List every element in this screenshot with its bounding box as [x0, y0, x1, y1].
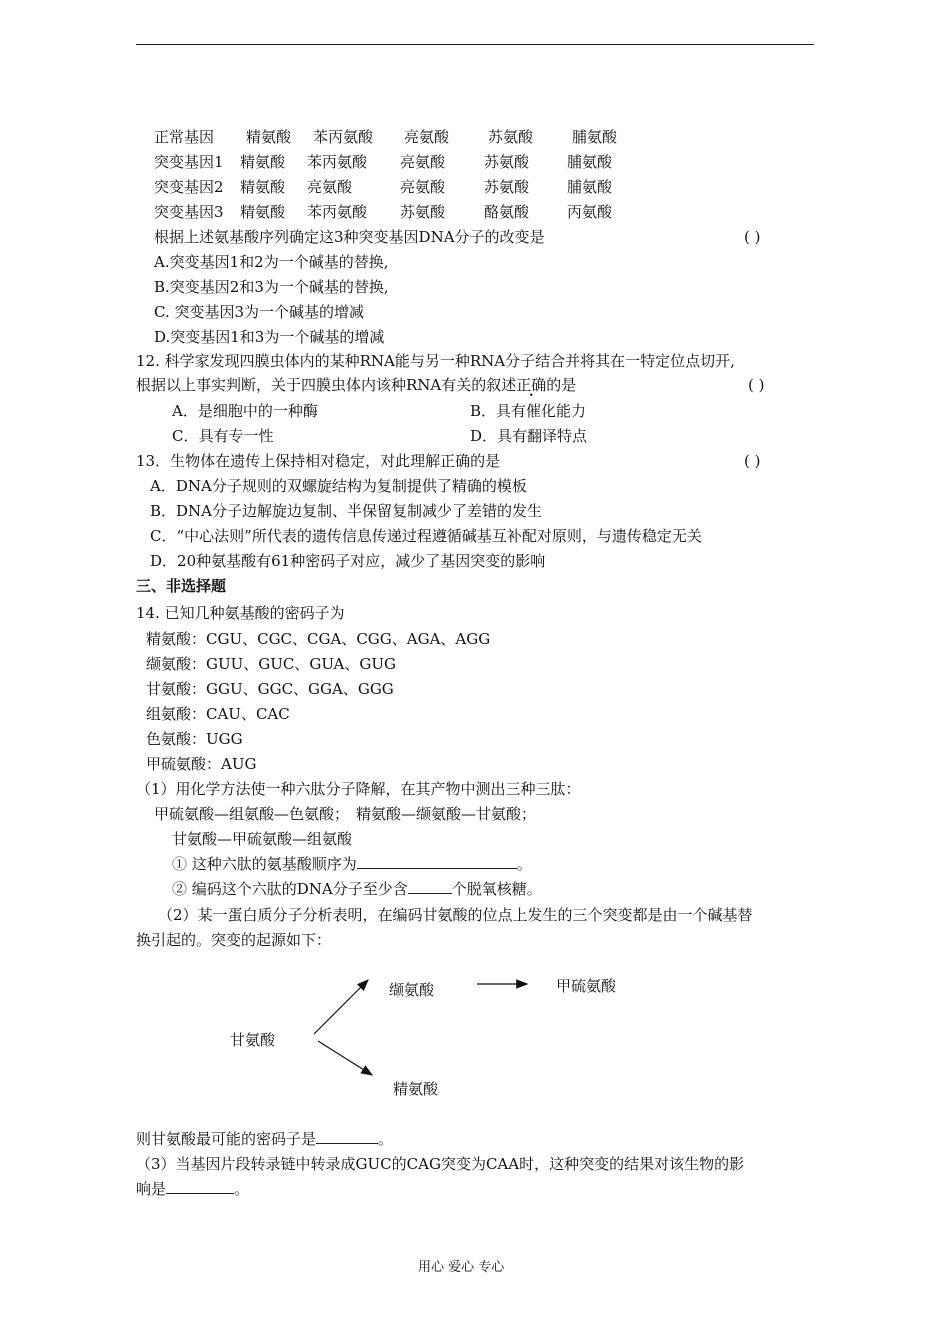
q14-part1-stem: （1）用化学方法使一种六肽分子降解，在其产物中测出三种三肽： [136, 780, 581, 798]
codon-line: 缬氨酸：GUU、GUC、GUA、GUG [146, 655, 396, 673]
peptide-b: 精氨酸—缬氨酸—甘氨酸； [356, 805, 537, 823]
peptide-a: 甲硫氨酸—组氨酸—色氨酸； [154, 805, 350, 823]
q14-part3-line2 [136, 1179, 249, 1199]
row-label: 突变基因1 [154, 153, 224, 171]
q13-option-a: A．DNA分子规则的双螺旋结构为复制提供了精确的模板 [150, 477, 527, 495]
cell: 精氨酸 [240, 203, 286, 221]
cell: 亮氨酸 [400, 153, 446, 171]
cell: 精氨酸 [240, 178, 286, 196]
node-valine: 缬氨酸 [389, 981, 435, 999]
cell: 苯丙氨酸 [307, 203, 368, 221]
cell: 精氨酸 [240, 153, 286, 171]
q14-part2-line2: 换引起的。突变的起源如下： [136, 931, 332, 949]
q12-stem-text: 根据以上事实判断，关于四膜虫体内该种RNA有关的叙述 [136, 376, 517, 394]
cell: 脯氨酸 [567, 153, 613, 171]
answer-blank[interactable] [166, 1179, 234, 1194]
q12-option-b: B．具有催化能力 [470, 402, 587, 420]
question-end: 。 [378, 1130, 394, 1148]
q11-option-b: B.突变基因2和3为一个碱基的替换, [154, 278, 389, 296]
q12-answer-paren: ( ) [748, 376, 765, 394]
q13-answer-paren: ( ) [744, 452, 761, 470]
q11-stem: 根据上述氨基酸序列确定这3种突变基因DNA分子的改变是 [154, 228, 545, 246]
codon-line: 组氨酸：CAU、CAC [146, 705, 290, 723]
row-label: 突变基因2 [154, 178, 224, 196]
cell: 酪氨酸 [484, 203, 530, 221]
q12-stem-line1: 12. 科学家发现四膜虫体内的某种RNA能与另一种RNA分子结合并将其在一特定位点切开, [136, 352, 735, 370]
q14-intro: 14. 已知几种氨基酸的密码子为 [136, 604, 345, 622]
cell: 亮氨酸 [404, 128, 450, 146]
q11-answer-paren: ( ) [744, 228, 761, 246]
node-glycine: 甘氨酸 [230, 1031, 276, 1049]
q11-option-d: D.突变基因1和3为一个碱基的增减 [154, 328, 385, 346]
question-end: 个脱氧核糖。 [451, 880, 542, 898]
q13-option-c: C．“中心法则”所代表的遗传信息传递过程遵循碱基互补配对原则，与遗传稳定无关 [150, 527, 702, 545]
cell: 苯丙氨酸 [313, 128, 374, 146]
codon-line: 精氨酸：CGU、CGC、CGA、CGG、AGA、AGG [146, 630, 491, 648]
question-end: 。 [516, 855, 532, 873]
emphasis-dots: 正确 [516, 376, 547, 394]
q14-part2-line1: （2）某一蛋白质分子分析表明，在编码甘氨酸的位点上发生的三个突变都是由一个碱基替 [158, 906, 753, 924]
q12-stem-end: 的是 [546, 376, 577, 394]
question-text: 响是 [136, 1180, 167, 1198]
row-label: 突变基因3 [154, 203, 224, 221]
q12-option-a: A．是细胞中的一种酶 [172, 402, 318, 420]
codon-line: 甲硫氨酸：AUG [146, 755, 257, 773]
cell: 苏氨酸 [488, 128, 534, 146]
node-methionine: 甲硫氨酸 [556, 977, 617, 995]
question-text: ① 这种六肽的氨基酸顺序为 [172, 855, 357, 873]
cell: 脯氨酸 [567, 178, 613, 196]
answer-blank[interactable] [316, 1129, 378, 1144]
page-footer: 用心 爱心 专心 [418, 1260, 505, 1275]
q13-stem: 13．生物体在遗传上保持相对稳定，对此理解正确的是 [136, 452, 501, 470]
q12-option-d: D．具有翻译特点 [470, 427, 588, 445]
node-arginine: 精氨酸 [393, 1080, 439, 1098]
q13-option-d: D．20种氨基酸有61种密码子对应，减少了基因突变的影响 [150, 552, 546, 570]
cell: 苏氨酸 [484, 178, 530, 196]
codon-line: 甘氨酸：GGU、GGC、GGA、GGG [146, 680, 394, 698]
cell: 苯丙氨酸 [307, 153, 368, 171]
cell: 脯氨酸 [572, 128, 618, 146]
codon-line: 色氨酸：UGG [146, 730, 243, 748]
section-heading: 三、非选择题 [136, 577, 227, 595]
q12-option-c: C．具有专一性 [172, 427, 274, 445]
arrow-to-arginine [318, 1041, 372, 1075]
question-end: 。 [234, 1180, 250, 1198]
question-text: 则甘氨酸最可能的密码子是 [136, 1130, 317, 1148]
q11-option-a: A.突变基因1和2为一个碱基的替换, [154, 253, 389, 271]
cell: 亮氨酸 [400, 178, 446, 196]
q11-option-c: C. 突变基因3为一个碱基的增减 [154, 303, 365, 321]
arrow-to-valine [314, 980, 368, 1034]
q14-part2-question [136, 1129, 393, 1149]
q13-option-b: B．DNA分子边解旋边复制、半保留复制减少了差错的发生 [150, 502, 543, 520]
question-text: ② 编码这个六肽的DNA分子至少含 [172, 880, 408, 898]
cell: 苏氨酸 [484, 153, 530, 171]
cell: 苏氨酸 [400, 203, 446, 221]
row-label: 正常基因 [154, 128, 215, 146]
cell: 精氨酸 [246, 128, 292, 146]
cell: 亮氨酸 [307, 178, 353, 196]
q14-part3-line1: （3）当基因片段转录链中转录成GUC的CAG突变为CAA时，这种突变的结果对该生物的影 [136, 1155, 745, 1173]
peptide-c: 甘氨酸—甲硫氨酸—组氨酸 [172, 830, 353, 848]
cell: 丙氨酸 [567, 203, 613, 221]
